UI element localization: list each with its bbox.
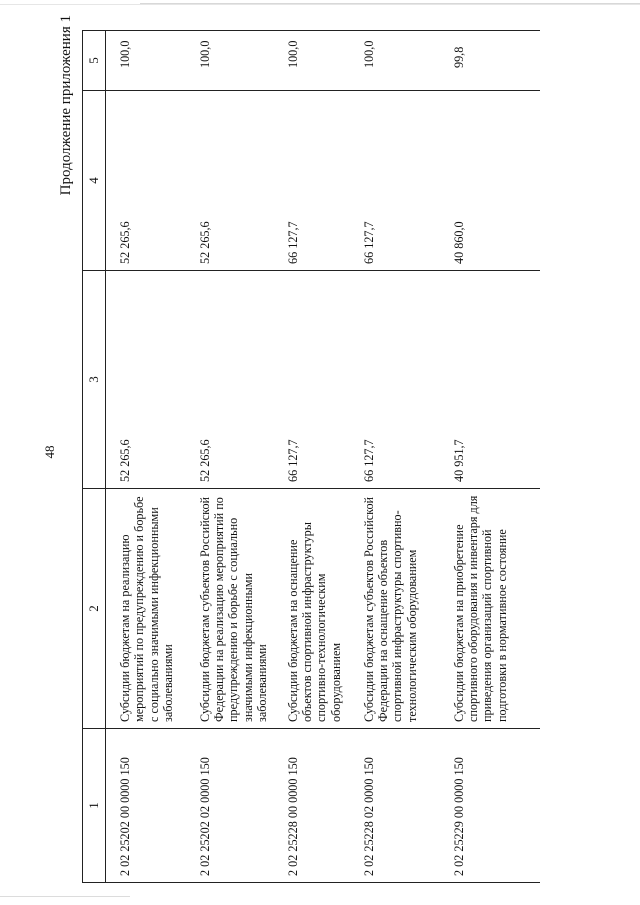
header-col-3: 3 bbox=[83, 271, 106, 489]
row-plan: 52 265,6 bbox=[106, 271, 190, 489]
row-percent: 99,8 bbox=[444, 31, 540, 91]
row-actual: 66 127,7 bbox=[354, 91, 444, 271]
row-percent: 100,0 bbox=[278, 31, 354, 91]
header-col-2: 2 bbox=[83, 489, 106, 729]
table-row bbox=[278, 31, 354, 883]
row-plan: 52 265,6 bbox=[190, 271, 278, 489]
table-row bbox=[354, 31, 444, 883]
row-code: 2 02 25202 02 0000 150 bbox=[190, 729, 278, 883]
page-number: 48 bbox=[42, 445, 57, 459]
row-percent: 100,0 bbox=[354, 31, 444, 91]
row-actual: 40 860,0 bbox=[444, 91, 540, 271]
row-plan: 66 127,7 bbox=[354, 271, 444, 489]
row-code: 2 02 25228 02 0000 150 bbox=[354, 729, 444, 883]
row-code: 2 02 25202 00 0000 150 bbox=[106, 729, 190, 883]
row-plan: 66 127,7 bbox=[278, 271, 354, 489]
row-plan: 40 951,7 bbox=[444, 271, 540, 489]
row-code: 2 02 25228 00 0000 150 bbox=[278, 729, 354, 883]
row-name: Субсидии бюджетам субъектов Российской Федерации на реализацию мероприятий по предупреждению и борьбе с социально значимыми инфекционными заболеваниями bbox=[190, 489, 278, 729]
row-name: Субсидии бюджетам субъектов Российской Федерации на оснащение объектов спортивной инфраструктуры спортивно-технологическим оборудованием bbox=[354, 489, 444, 729]
row-actual: 52 265,6 bbox=[190, 91, 278, 271]
row-name: Субсидии бюджетам на приобретение спортивного оборудования и инвентаря для приведения организаций спортивной подготовки в нормативное состояние bbox=[444, 489, 540, 729]
budget-table bbox=[82, 30, 540, 883]
table-header-row bbox=[83, 31, 106, 883]
continuation-heading: Продолжение приложения 1 bbox=[58, 15, 74, 196]
header-col-1: 1 bbox=[83, 729, 106, 883]
table-row bbox=[190, 31, 278, 883]
header-col-4: 4 bbox=[83, 91, 106, 271]
header-col-5: 5 bbox=[83, 31, 106, 91]
table-row bbox=[106, 31, 190, 883]
table-row bbox=[444, 31, 540, 883]
row-actual: 66 127,7 bbox=[278, 91, 354, 271]
row-name: Субсидии бюджетам на реализацию мероприятий по предупреждению и борьбе с социально значимыми инфекционными заболеваниями bbox=[106, 489, 190, 729]
row-name: Субсидии бюджетам на оснащение объектов спортивной инфраструктуры спортивно-технологическим оборудованием bbox=[278, 489, 354, 729]
row-actual: 52 265,6 bbox=[106, 91, 190, 271]
row-code: 2 02 25229 00 0000 150 bbox=[444, 729, 540, 883]
row-percent: 100,0 bbox=[190, 31, 278, 91]
row-percent: 100,0 bbox=[106, 31, 190, 91]
